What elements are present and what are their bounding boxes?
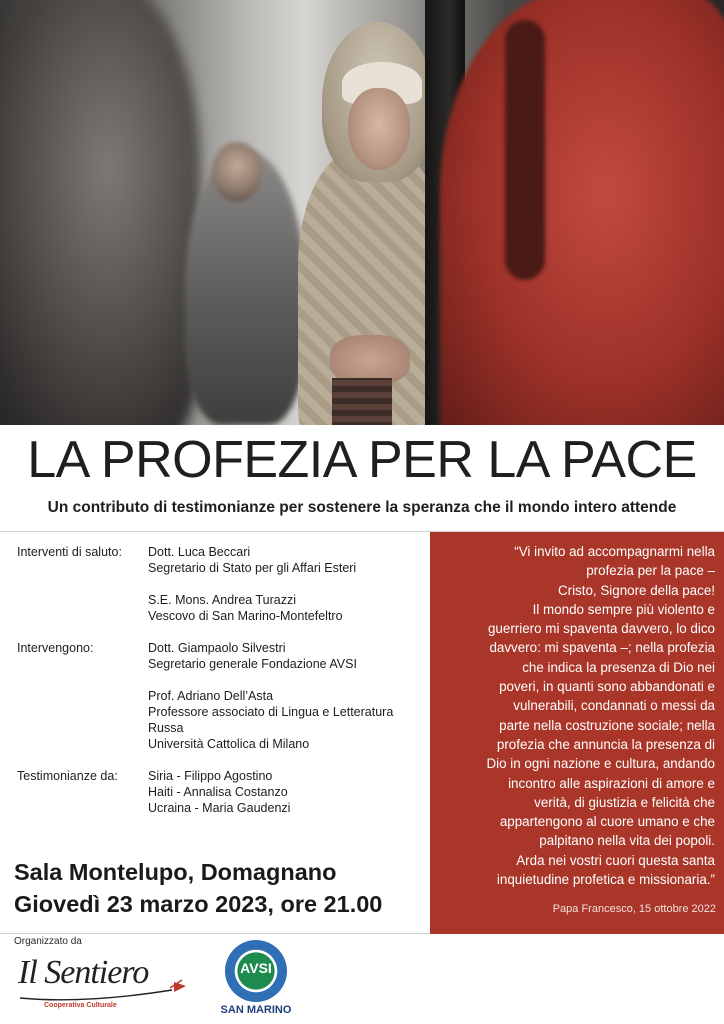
avsi-wordmark: AVSI (240, 960, 272, 976)
testimony-line: Siria - Filippo Agostino (148, 769, 273, 783)
backpack-strap (505, 20, 545, 280)
quote-panel (430, 532, 724, 934)
footer-divider (0, 933, 430, 934)
organized-by-label: Organizzato da (14, 936, 82, 947)
hero-photo (0, 0, 724, 425)
poster-title: LA PROFEZIA PER LA PACE (27, 431, 697, 489)
group-people (148, 768, 427, 816)
woman-background-head (212, 142, 262, 202)
group-testimonianze (17, 768, 427, 816)
plaid-bag (332, 378, 392, 425)
blurred-figure-left (0, 0, 200, 425)
group-label: Interventi di saluto: (17, 545, 122, 559)
event-info (14, 856, 434, 920)
speaker (148, 688, 427, 752)
speaker-name: Dott. Luca Beccari (148, 545, 251, 559)
red-jacket-figure (440, 0, 724, 425)
speakers-list (17, 544, 427, 816)
testimony-line: Haiti - Annalisa Costanzo (148, 785, 288, 799)
pope-quote: “Vi invito ad accompagnarmi nella profezia per la pace – Cristo, Signore della pace! Il mondo sempre più violento e guerriero mi spaventa davvero, lo dico davvero: mi spaventa –; nella profezia che indica la presenza di Dio nei poveri, in quanti sono abbandonati e vulnerabili, condannati o messi da parte nella costruzione sociale; nella profezia che annuncia la presenza di Dio in ogni nazione e cultura, andando incontro alle aspirazioni di amore e verità, di giustizia e felicità che appartengono al cuore umano e che palpitano nella vita dei popoli. Arda nei vostri cuori questa santa inquietudine profetica e missionaria.” (486, 544, 715, 888)
group-people (148, 544, 427, 624)
group-saluti (17, 544, 427, 624)
speaker (148, 640, 427, 672)
quote-attribution: Papa Francesco, 15 ottobre 2022 (552, 903, 716, 915)
speaker-role: Vescovo di San Marino-Montefeltro (148, 609, 343, 623)
avsi-subtitle: SAN MARINO (220, 1004, 292, 1016)
speaker-name: Dott. Giampaolo Silvestri (148, 641, 286, 655)
poster-subtitle: Un contributo di testimonianze per sostenere la speranza che il mondo intero attende (47, 499, 677, 516)
avsi-logo (218, 940, 294, 1020)
speaker-role: Segretario generale Fondazione AVSI (148, 657, 357, 671)
speaker-name: S.E. Mons. Andrea Turazzi (148, 593, 296, 607)
group-people (148, 640, 427, 752)
il-sentiero-logo (14, 952, 194, 1012)
speaker (148, 592, 427, 624)
speaker (148, 544, 427, 576)
group-label: Intervengono: (17, 641, 94, 655)
elderly-woman-face (348, 88, 410, 170)
speaker-affiliation: Università Cattolica di Milano (148, 737, 310, 751)
speaker-name: Prof. Adriano Dell’Asta (148, 689, 274, 703)
speaker-role: Segretario di Stato per gli Affari Esteri (148, 561, 357, 575)
group-intervengono (17, 640, 427, 752)
speaker-role: Professore associato di Lingua e Letteratura Russa (148, 705, 394, 735)
testimony-line: Ucraina - Maria Gaudenzi (148, 801, 291, 815)
event-datetime: Giovedì 23 marzo 2023, ore 21.00 (14, 891, 383, 917)
sentiero-subtitle: Cooperativa Culturale (44, 1002, 117, 1009)
event-venue: Sala Montelupo, Domagnano (14, 859, 337, 885)
sentiero-wordmark: Il Sentiero (18, 954, 149, 991)
group-label: Testimonianze da: (17, 769, 118, 783)
